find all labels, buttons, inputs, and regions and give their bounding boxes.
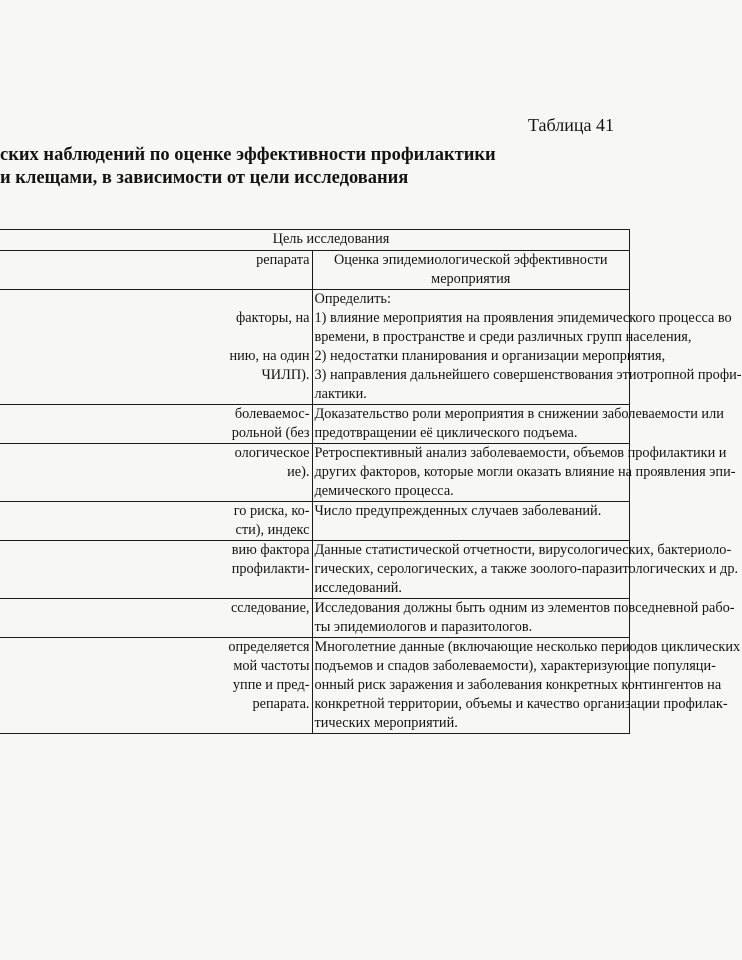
- right-cell-line: гических, серологических, а также зоолого-паразитологических и др.: [314, 561, 739, 577]
- left-cell-line: вию фактора: [231, 542, 310, 558]
- left-cell-line: ологическое: [234, 445, 310, 461]
- right-cell-line: 2) недостатки планирования и организации мероприятия,: [314, 348, 666, 364]
- table-number-label: Таблица 41: [528, 115, 614, 135]
- row-right-cell: [312, 290, 742, 405]
- table-body: [0, 290, 742, 734]
- left-cell-line: ие).: [287, 464, 310, 480]
- table-row: [0, 444, 630, 502]
- table-row: [0, 405, 630, 444]
- row-left-cell: [0, 541, 312, 599]
- right-cell-line: Число предупрежденных случаев заболеваний.: [314, 503, 602, 519]
- left-cell-line: [0, 290, 310, 309]
- table-sub-header-row: [0, 251, 630, 290]
- right-cell-line: Данные статистической отчетности, вирусологических, бактериоло-: [314, 542, 732, 558]
- left-cell-line: факторы, на: [236, 310, 310, 326]
- table-top-header-row: [0, 230, 630, 251]
- right-cell-line: тических мероприятий.: [314, 715, 458, 731]
- left-cell-line: репарата.: [252, 696, 310, 712]
- preparation-column-header: репарата: [0, 251, 312, 290]
- left-cell-line: профилакти-: [231, 561, 310, 577]
- right-cell-line: времени, в пространстве и среди различных групп населения,: [314, 329, 692, 345]
- left-cell-line: определяется: [228, 639, 310, 655]
- right-cell-line: Ретроспективный анализ заболеваемости, объемов профилактики и: [314, 445, 727, 461]
- table-title-line-2: и клещами, в зависимости от цели исследования: [0, 168, 409, 188]
- row-right-cell: [312, 541, 739, 599]
- right-cell-line: конкретной территории, объемы и качество организации профилак-: [314, 696, 728, 712]
- row-left-cell: [0, 444, 312, 502]
- table-row: [0, 599, 630, 638]
- right-cell-line: Доказательство роли мероприятия в снижении заболеваемости или: [314, 406, 724, 422]
- left-cell-line: рольной (без: [231, 425, 310, 441]
- right-cell-line: Многолетние данные (включающие несколько периодов циклических: [314, 639, 741, 655]
- row-left-cell: [0, 405, 312, 444]
- left-cell-line: го риска, ко-: [233, 503, 310, 519]
- research-goal-header: Цель исследования: [0, 230, 630, 251]
- table-title-line-1: ских наблюдений по оценке эффективности профилактики: [0, 145, 496, 165]
- left-cell-line: нию, на один: [229, 348, 310, 364]
- row-right-cell: [312, 444, 736, 502]
- evaluation-table: [0, 229, 742, 734]
- row-right-cell: [312, 405, 724, 444]
- right-cell-line: 1) влияние мероприятия на проявления эпидемического процесса во: [314, 310, 732, 326]
- left-cell-line: уппе и пред-: [232, 677, 310, 693]
- row-right-cell: [312, 638, 741, 734]
- right-cell-line: Исследования должны быть одним из элементов повседневной рабо-: [314, 600, 735, 616]
- row-left-cell: [0, 638, 312, 734]
- table-row: [0, 541, 630, 599]
- right-cell-line: Определить:: [314, 291, 391, 307]
- table-row: [0, 638, 630, 734]
- left-cell-line: мой частоты: [233, 658, 310, 674]
- right-cell-line: демического процесса.: [314, 483, 454, 499]
- table-row: [0, 502, 630, 541]
- left-cell-line: ЧИЛП).: [261, 367, 310, 383]
- right-cell-line: 3) направления дальнейшего совершенствования этиотропной профи-: [314, 367, 742, 383]
- row-left-cell: [0, 502, 312, 541]
- right-cell-line: онный риск заражения и заболевания конкретных контингентов на: [314, 677, 722, 693]
- right-cell-line: предотвращении её циклического подъема.: [314, 425, 578, 441]
- left-cell-line: сти), индекс: [235, 522, 310, 538]
- right-cell-line: подъемов и спадов заболеваемости), характеризующие популяци-: [314, 658, 716, 674]
- row-left-cell: [0, 290, 312, 405]
- row-left-cell: [0, 599, 312, 638]
- left-cell-line: сследование,: [230, 600, 310, 616]
- row-right-cell: [312, 599, 735, 638]
- right-cell-line: ты эпидемиологов и паразитологов.: [314, 619, 533, 635]
- left-cell-line: [0, 328, 310, 347]
- right-cell-line: лактики.: [314, 386, 367, 402]
- row-right-cell: [312, 502, 630, 541]
- table-row: [0, 290, 630, 405]
- right-cell-line: других факторов, которые могли оказать влияние на проявления эпи-: [314, 464, 736, 480]
- right-cell-line: исследований.: [314, 580, 402, 596]
- effectiveness-column-header: Оценка эпидемиологической эффективности мероприятия: [312, 251, 630, 290]
- left-cell-line: болеваемос-: [234, 406, 310, 422]
